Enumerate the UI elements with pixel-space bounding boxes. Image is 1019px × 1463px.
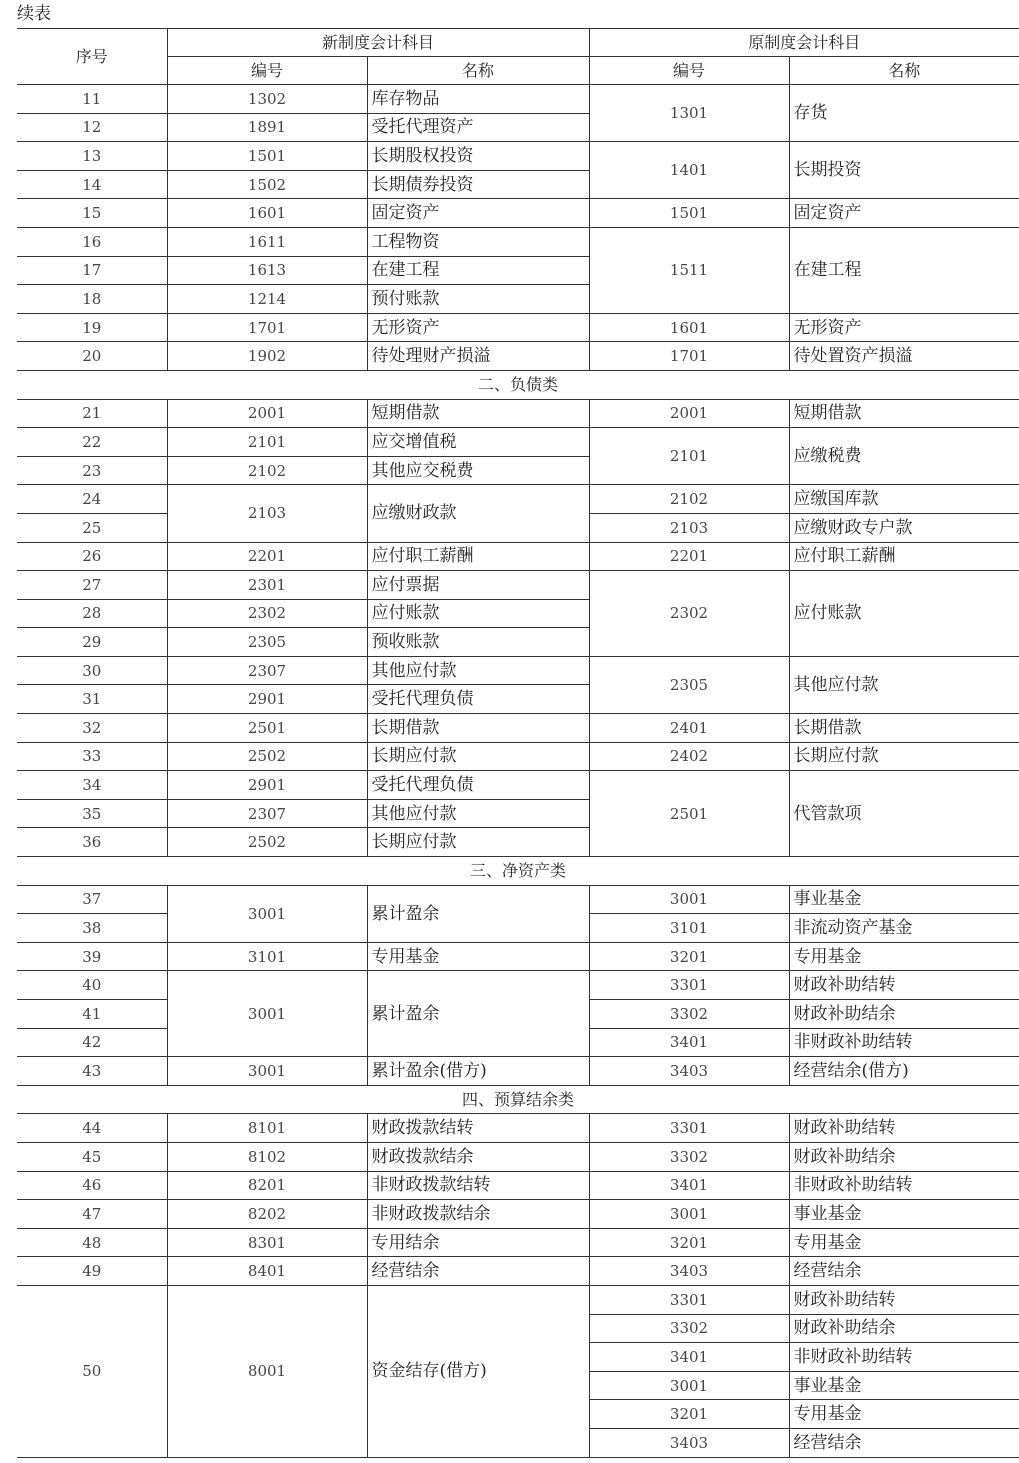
seq-cell: 20 xyxy=(17,342,167,371)
seq-cell: 25 xyxy=(17,513,167,542)
old-code-cell: 3301 xyxy=(589,1114,789,1143)
old-code-cell: 2402 xyxy=(589,742,789,771)
seq-cell: 11 xyxy=(17,85,167,114)
new-code-cell: 1501 xyxy=(167,142,367,171)
header-seq: 序号 xyxy=(17,29,167,85)
category-title: 三、净资产类 xyxy=(17,857,1019,886)
old-code-cell: 1511 xyxy=(589,227,789,313)
seq-cell: 44 xyxy=(17,1114,167,1143)
old-name-cell: 其他应付款 xyxy=(789,656,1019,713)
new-code-cell: 8201 xyxy=(167,1171,367,1200)
table-caption: 续表 xyxy=(17,4,51,24)
table-row xyxy=(17,399,1019,428)
new-name-cell: 资金结存(借方) xyxy=(367,1285,589,1457)
old-name-cell: 短期借款 xyxy=(789,399,1019,428)
new-code-cell: 2901 xyxy=(167,771,367,800)
new-name-cell: 待处理财产损溢 xyxy=(367,342,589,371)
old-code-cell: 2305 xyxy=(589,656,789,713)
seq-cell: 18 xyxy=(17,285,167,314)
new-name-cell: 累计盈余(借方) xyxy=(367,1057,589,1086)
table-row xyxy=(17,771,1019,800)
old-name-cell: 非财政补助结转 xyxy=(789,1028,1019,1057)
new-name-cell: 应付票据 xyxy=(367,571,589,600)
old-code-cell: 2501 xyxy=(589,771,789,857)
old-name-cell: 专用基金 xyxy=(789,942,1019,971)
new-name-cell: 库存物品 xyxy=(367,85,589,114)
old-name-cell: 专用基金 xyxy=(789,1400,1019,1429)
new-code-cell: 1891 xyxy=(167,113,367,142)
table-row xyxy=(17,1228,1019,1257)
old-name-cell: 经营结余(借方) xyxy=(789,1057,1019,1086)
seq-cell: 40 xyxy=(17,971,167,1000)
seq-cell: 23 xyxy=(17,456,167,485)
new-name-cell: 预收账款 xyxy=(367,628,589,657)
category-title: 二、负债类 xyxy=(17,370,1019,399)
new-name-cell: 受托代理负债 xyxy=(367,771,589,800)
old-code-cell: 3401 xyxy=(589,1028,789,1057)
table-row xyxy=(17,885,1019,914)
old-name-cell: 应缴财政专户款 xyxy=(789,513,1019,542)
new-code-cell: 8001 xyxy=(167,1285,367,1457)
header-old-group: 原制度会计科目 xyxy=(589,29,1019,57)
old-code-cell: 3001 xyxy=(589,885,789,914)
old-code-cell: 3201 xyxy=(589,1400,789,1429)
account-mapping-table xyxy=(17,28,1019,1458)
old-name-cell: 非流动资产基金 xyxy=(789,914,1019,943)
new-code-cell: 2901 xyxy=(167,685,367,714)
old-name-cell: 存货 xyxy=(789,85,1019,142)
new-name-cell: 应交增值税 xyxy=(367,428,589,457)
seq-cell: 16 xyxy=(17,227,167,256)
new-code-cell: 2502 xyxy=(167,742,367,771)
table-row xyxy=(17,742,1019,771)
seq-cell: 46 xyxy=(17,1171,167,1200)
table-row xyxy=(17,1142,1019,1171)
new-code-cell: 2103 xyxy=(167,485,367,542)
header-row-1 xyxy=(17,29,1019,57)
old-name-cell: 长期投资 xyxy=(789,142,1019,199)
old-name-cell: 长期借款 xyxy=(789,714,1019,743)
table-row xyxy=(17,1200,1019,1229)
new-code-cell: 2501 xyxy=(167,714,367,743)
new-code-cell: 2301 xyxy=(167,571,367,600)
old-code-cell: 1401 xyxy=(589,142,789,199)
seq-cell: 37 xyxy=(17,885,167,914)
header-new-group: 新制度会计科目 xyxy=(167,29,589,57)
new-name-cell: 应付账款 xyxy=(367,599,589,628)
table-row xyxy=(17,1257,1019,1286)
old-code-cell: 2101 xyxy=(589,428,789,485)
new-name-cell: 固定资产 xyxy=(367,199,589,228)
seq-cell: 30 xyxy=(17,656,167,685)
seq-cell: 13 xyxy=(17,142,167,171)
old-name-cell: 固定资产 xyxy=(789,199,1019,228)
new-code-cell: 1902 xyxy=(167,342,367,371)
old-code-cell: 3403 xyxy=(589,1257,789,1286)
new-code-cell: 2001 xyxy=(167,399,367,428)
seq-cell: 32 xyxy=(17,714,167,743)
new-name-cell: 受托代理资产 xyxy=(367,113,589,142)
old-name-cell: 经营结余 xyxy=(789,1257,1019,1286)
old-name-cell: 事业基金 xyxy=(789,885,1019,914)
seq-cell: 48 xyxy=(17,1228,167,1257)
new-name-cell: 累计盈余 xyxy=(367,971,589,1057)
old-code-cell: 2201 xyxy=(589,542,789,571)
old-code-cell: 1601 xyxy=(589,313,789,342)
new-name-cell: 在建工程 xyxy=(367,256,589,285)
old-name-cell: 事业基金 xyxy=(789,1371,1019,1400)
old-code-cell: 2302 xyxy=(589,571,789,657)
seq-cell: 42 xyxy=(17,1028,167,1057)
old-code-cell: 3302 xyxy=(589,1000,789,1029)
new-code-cell: 2502 xyxy=(167,828,367,857)
old-code-cell: 2001 xyxy=(589,399,789,428)
new-name-cell: 长期应付款 xyxy=(367,828,589,857)
new-code-cell: 2101 xyxy=(167,428,367,457)
seq-cell: 34 xyxy=(17,771,167,800)
old-name-cell: 应缴国库款 xyxy=(789,485,1019,514)
new-code-cell: 3001 xyxy=(167,1057,367,1086)
new-name-cell: 累计盈余 xyxy=(367,885,589,942)
header-old-code: 编号 xyxy=(589,57,789,85)
seq-cell: 36 xyxy=(17,828,167,857)
new-code-cell: 8401 xyxy=(167,1257,367,1286)
seq-cell: 24 xyxy=(17,485,167,514)
seq-cell: 47 xyxy=(17,1200,167,1229)
old-code-cell: 3201 xyxy=(589,1228,789,1257)
new-code-cell: 8301 xyxy=(167,1228,367,1257)
new-code-cell: 8101 xyxy=(167,1114,367,1143)
new-name-cell: 应缴财政款 xyxy=(367,485,589,542)
old-code-cell: 3302 xyxy=(589,1314,789,1343)
table-row xyxy=(17,313,1019,342)
old-name-cell: 代管款项 xyxy=(789,771,1019,857)
seq-cell: 22 xyxy=(17,428,167,457)
seq-cell: 41 xyxy=(17,1000,167,1029)
seq-cell: 17 xyxy=(17,256,167,285)
new-code-cell: 1502 xyxy=(167,170,367,199)
table-row xyxy=(17,971,1019,1000)
table-row xyxy=(17,571,1019,600)
old-code-cell: 3401 xyxy=(589,1171,789,1200)
new-name-cell: 其他应付款 xyxy=(367,656,589,685)
old-name-cell: 经营结余 xyxy=(789,1428,1019,1457)
new-name-cell: 专用结余 xyxy=(367,1228,589,1257)
new-name-cell: 其他应付款 xyxy=(367,799,589,828)
seq-cell: 14 xyxy=(17,170,167,199)
old-code-cell: 3301 xyxy=(589,1285,789,1314)
new-name-cell: 财政拨款结余 xyxy=(367,1142,589,1171)
seq-cell: 28 xyxy=(17,599,167,628)
table-row xyxy=(17,485,1019,514)
old-name-cell: 财政补助结转 xyxy=(789,1114,1019,1143)
new-code-cell: 2102 xyxy=(167,456,367,485)
old-name-cell: 财政补助结余 xyxy=(789,1142,1019,1171)
old-name-cell: 财政补助结转 xyxy=(789,971,1019,1000)
new-code-cell: 2307 xyxy=(167,799,367,828)
old-name-cell: 财政补助结余 xyxy=(789,1314,1019,1343)
seq-cell: 15 xyxy=(17,199,167,228)
new-name-cell: 工程物资 xyxy=(367,227,589,256)
new-name-cell: 预付账款 xyxy=(367,285,589,314)
old-code-cell: 2103 xyxy=(589,513,789,542)
new-code-cell: 1601 xyxy=(167,199,367,228)
seq-cell: 21 xyxy=(17,399,167,428)
old-code-cell: 3302 xyxy=(589,1142,789,1171)
old-code-cell: 3101 xyxy=(589,914,789,943)
table-row xyxy=(17,942,1019,971)
category-row xyxy=(17,857,1019,886)
new-name-cell: 应付职工薪酬 xyxy=(367,542,589,571)
table-row xyxy=(17,199,1019,228)
table-row xyxy=(17,656,1019,685)
old-code-cell: 3403 xyxy=(589,1428,789,1457)
category-row xyxy=(17,1085,1019,1114)
old-code-cell: 3201 xyxy=(589,942,789,971)
old-code-cell: 3001 xyxy=(589,1371,789,1400)
old-code-cell: 2102 xyxy=(589,485,789,514)
new-code-cell: 2305 xyxy=(167,628,367,657)
seq-cell: 27 xyxy=(17,571,167,600)
old-name-cell: 非财政补助结转 xyxy=(789,1171,1019,1200)
new-code-cell: 8202 xyxy=(167,1200,367,1229)
seq-cell: 19 xyxy=(17,313,167,342)
table-row xyxy=(17,714,1019,743)
old-name-cell: 财政补助结转 xyxy=(789,1285,1019,1314)
seq-cell: 31 xyxy=(17,685,167,714)
new-name-cell: 专用基金 xyxy=(367,942,589,971)
table-row xyxy=(17,542,1019,571)
table-row xyxy=(17,428,1019,457)
new-code-cell: 1302 xyxy=(167,85,367,114)
old-code-cell: 3403 xyxy=(589,1057,789,1086)
old-name-cell: 长期应付款 xyxy=(789,742,1019,771)
new-name-cell: 长期借款 xyxy=(367,714,589,743)
new-code-cell: 1214 xyxy=(167,285,367,314)
table-row xyxy=(17,1057,1019,1086)
table-row xyxy=(17,142,1019,171)
category-title: 四、预算结余类 xyxy=(17,1085,1019,1114)
new-code-cell: 8102 xyxy=(167,1142,367,1171)
seq-cell: 12 xyxy=(17,113,167,142)
new-name-cell: 长期债券投资 xyxy=(367,170,589,199)
new-name-cell: 非财政拨款结转 xyxy=(367,1171,589,1200)
old-name-cell: 非财政补助结转 xyxy=(789,1343,1019,1372)
new-name-cell: 长期应付款 xyxy=(367,742,589,771)
old-code-cell: 2401 xyxy=(589,714,789,743)
table-row xyxy=(17,1171,1019,1200)
seq-cell: 43 xyxy=(17,1057,167,1086)
seq-cell: 49 xyxy=(17,1257,167,1286)
old-name-cell: 无形资产 xyxy=(789,313,1019,342)
old-code-cell: 1501 xyxy=(589,199,789,228)
seq-cell: 39 xyxy=(17,942,167,971)
table-row xyxy=(17,1285,1019,1314)
header-row-2 xyxy=(17,57,1019,85)
table-row xyxy=(17,1114,1019,1143)
old-name-cell: 在建工程 xyxy=(789,227,1019,313)
new-name-cell: 长期股权投资 xyxy=(367,142,589,171)
seq-cell: 29 xyxy=(17,628,167,657)
new-code-cell: 1611 xyxy=(167,227,367,256)
table-row xyxy=(17,342,1019,371)
new-name-cell: 短期借款 xyxy=(367,399,589,428)
old-name-cell: 专用基金 xyxy=(789,1228,1019,1257)
new-code-cell: 2302 xyxy=(167,599,367,628)
old-code-cell: 3401 xyxy=(589,1343,789,1372)
seq-cell: 26 xyxy=(17,542,167,571)
header-old-name: 名称 xyxy=(789,57,1019,85)
seq-cell: 45 xyxy=(17,1142,167,1171)
new-name-cell: 非财政拨款结余 xyxy=(367,1200,589,1229)
new-code-cell: 1613 xyxy=(167,256,367,285)
new-code-cell: 1701 xyxy=(167,313,367,342)
old-name-cell: 应缴税费 xyxy=(789,428,1019,485)
old-name-cell: 待处置资产损溢 xyxy=(789,342,1019,371)
new-name-cell: 财政拨款结转 xyxy=(367,1114,589,1143)
old-name-cell: 应付职工薪酬 xyxy=(789,542,1019,571)
new-code-cell: 3001 xyxy=(167,885,367,942)
new-name-cell: 受托代理负债 xyxy=(367,685,589,714)
old-name-cell: 财政补助结余 xyxy=(789,1000,1019,1029)
table-row xyxy=(17,85,1019,114)
seq-cell: 33 xyxy=(17,742,167,771)
seq-cell: 35 xyxy=(17,799,167,828)
old-code-cell: 3301 xyxy=(589,971,789,1000)
new-code-cell: 3001 xyxy=(167,971,367,1057)
new-name-cell: 无形资产 xyxy=(367,313,589,342)
new-name-cell: 其他应交税费 xyxy=(367,456,589,485)
new-code-cell: 2307 xyxy=(167,656,367,685)
new-name-cell: 经营结余 xyxy=(367,1257,589,1286)
header-new-code: 编号 xyxy=(167,57,367,85)
seq-cell: 50 xyxy=(17,1285,167,1457)
header-new-name: 名称 xyxy=(367,57,589,85)
category-row xyxy=(17,370,1019,399)
old-name-cell: 事业基金 xyxy=(789,1200,1019,1229)
new-code-cell: 2201 xyxy=(167,542,367,571)
old-name-cell: 应付账款 xyxy=(789,571,1019,657)
new-code-cell: 3101 xyxy=(167,942,367,971)
old-code-cell: 1301 xyxy=(589,85,789,142)
seq-cell: 38 xyxy=(17,914,167,943)
table-row xyxy=(17,227,1019,256)
old-code-cell: 1701 xyxy=(589,342,789,371)
old-code-cell: 3001 xyxy=(589,1200,789,1229)
